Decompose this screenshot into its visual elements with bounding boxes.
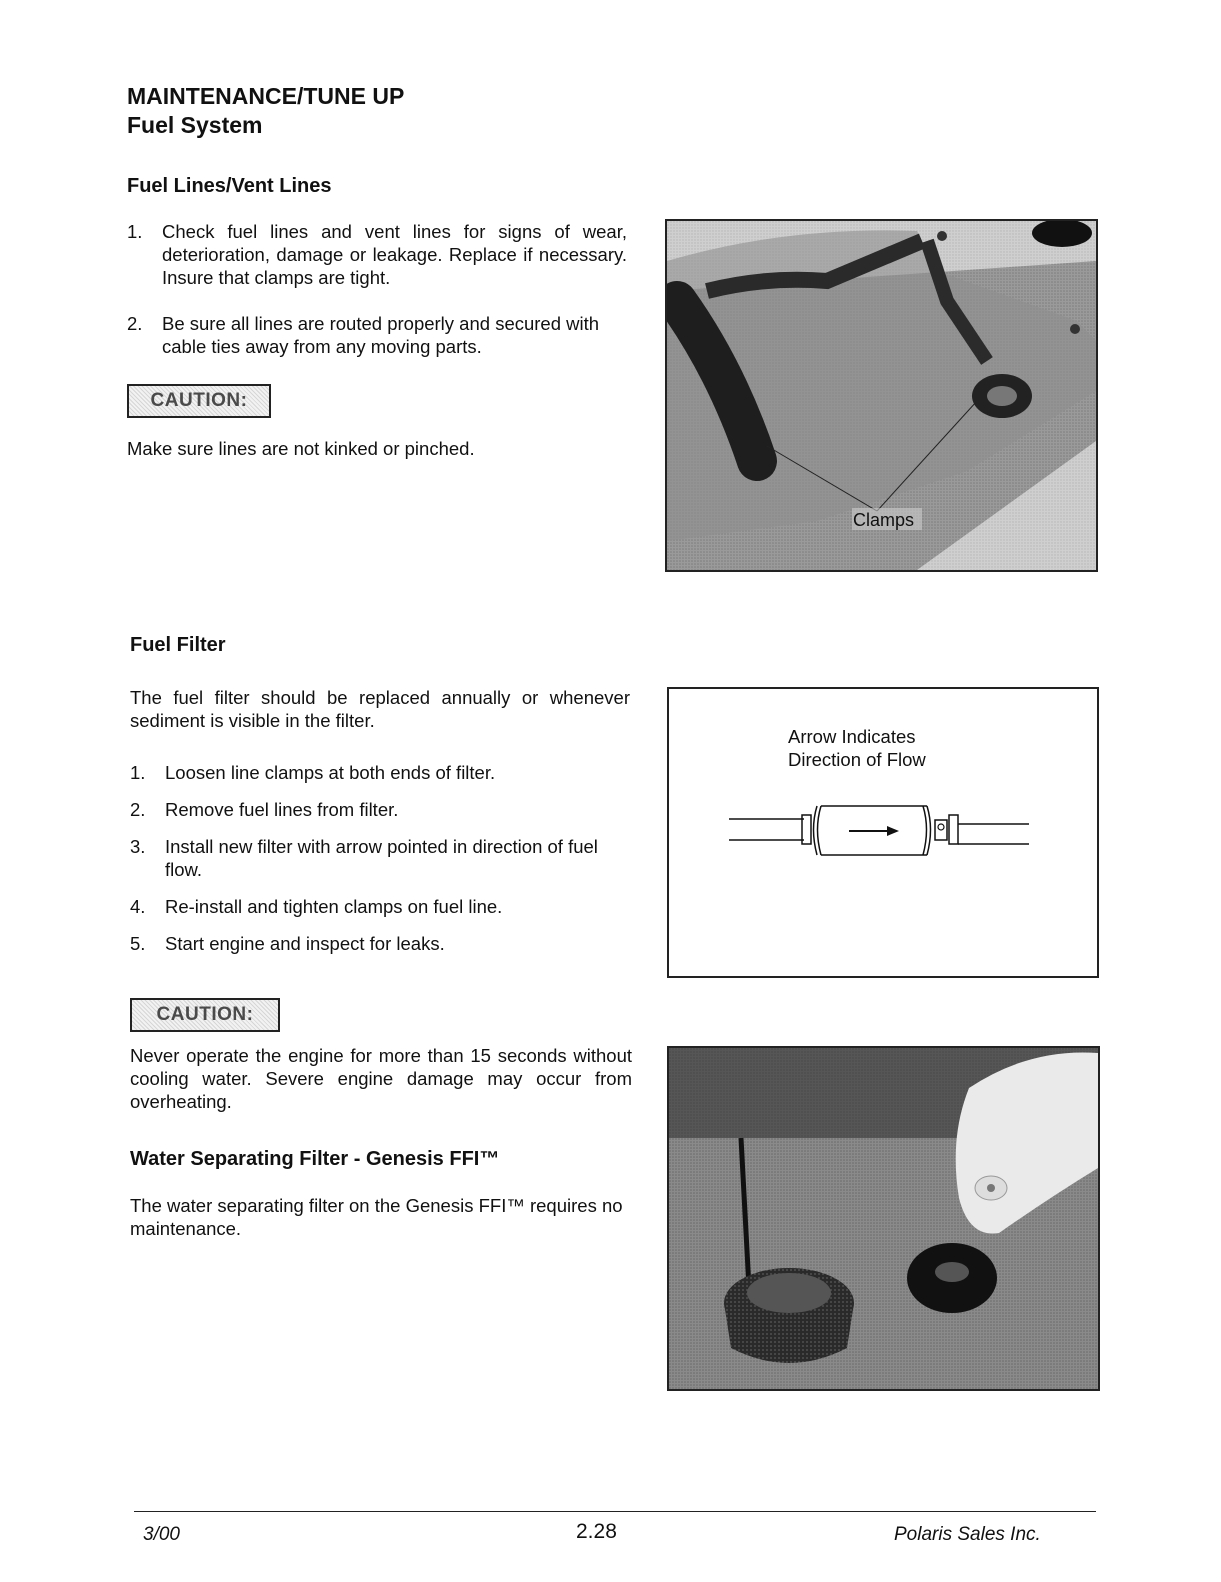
page-number: 2.28 bbox=[576, 1520, 617, 1543]
clamps-label: Clamps bbox=[853, 510, 915, 530]
list-item: 1. Check fuel lines and vent lines for signs of wear, deterioration, damage or leakage. Replace if necessary. Insure that clamps are tight. bbox=[127, 221, 627, 288]
list-item: 2. Remove fuel lines from filter. bbox=[130, 799, 399, 820]
caution-badge-2: CAUTION: bbox=[130, 998, 280, 1032]
section-title: MAINTENANCE/TUNE UP bbox=[127, 83, 405, 109]
footer-company: Polaris Sales Inc. bbox=[894, 1524, 1041, 1545]
list-item: 5. Start engine and inspect for leaks. bbox=[130, 933, 445, 954]
fuel-lines-photo-image bbox=[667, 221, 1096, 570]
caution-text-2: Never operate the engine for more than 15 seconds without cooling water. Severe engine damage may occur from overheating. bbox=[130, 1045, 632, 1112]
list-item: 4. Re-install and tighten clamps on fuel line. bbox=[130, 896, 503, 917]
fuel-filter-heading: Fuel Filter bbox=[130, 634, 226, 656]
caution-badge: CAUTION: bbox=[127, 384, 271, 418]
subsection-title: Fuel System bbox=[127, 112, 263, 138]
water-filter-heading: Water Separating Filter - Genesis FFI™ bbox=[130, 1148, 500, 1170]
water-filter-text: The water separating filter on the Genesis FFI™ requires no maintenance. bbox=[130, 1195, 623, 1239]
list-item: 3. Install new filter with arrow pointed in direction of fuel flow. bbox=[130, 836, 598, 880]
fuel-filter-drawing bbox=[669, 689, 1097, 976]
diagram-caption: Arrow Indicates Direction of Flow bbox=[788, 726, 926, 770]
page-heading bbox=[127, 82, 404, 140]
list-item: 2. Be sure all lines are routed properly and secured with cable ties away from any moving parts. bbox=[127, 313, 600, 357]
water-filter-photo-image bbox=[669, 1048, 1098, 1389]
water-filter-photo bbox=[667, 1046, 1100, 1391]
fuel-filter-steps bbox=[130, 761, 635, 955]
caution-text: Make sure lines are not kinked or pinched. bbox=[127, 438, 475, 459]
footer-divider bbox=[134, 1511, 1096, 1512]
fuel-lines-steps bbox=[127, 220, 627, 358]
fuel-filter-intro: The fuel filter should be replaced annually or whenever sediment is visible in the filter. bbox=[130, 687, 630, 731]
footer-date: 3/00 bbox=[143, 1524, 180, 1545]
fuel-filter-diagram bbox=[667, 687, 1099, 978]
list-item: 1. Loosen line clamps at both ends of filter. bbox=[130, 762, 496, 783]
fuel-lines-photo bbox=[665, 219, 1098, 572]
fuel-lines-heading: Fuel Lines/Vent Lines bbox=[127, 175, 332, 197]
